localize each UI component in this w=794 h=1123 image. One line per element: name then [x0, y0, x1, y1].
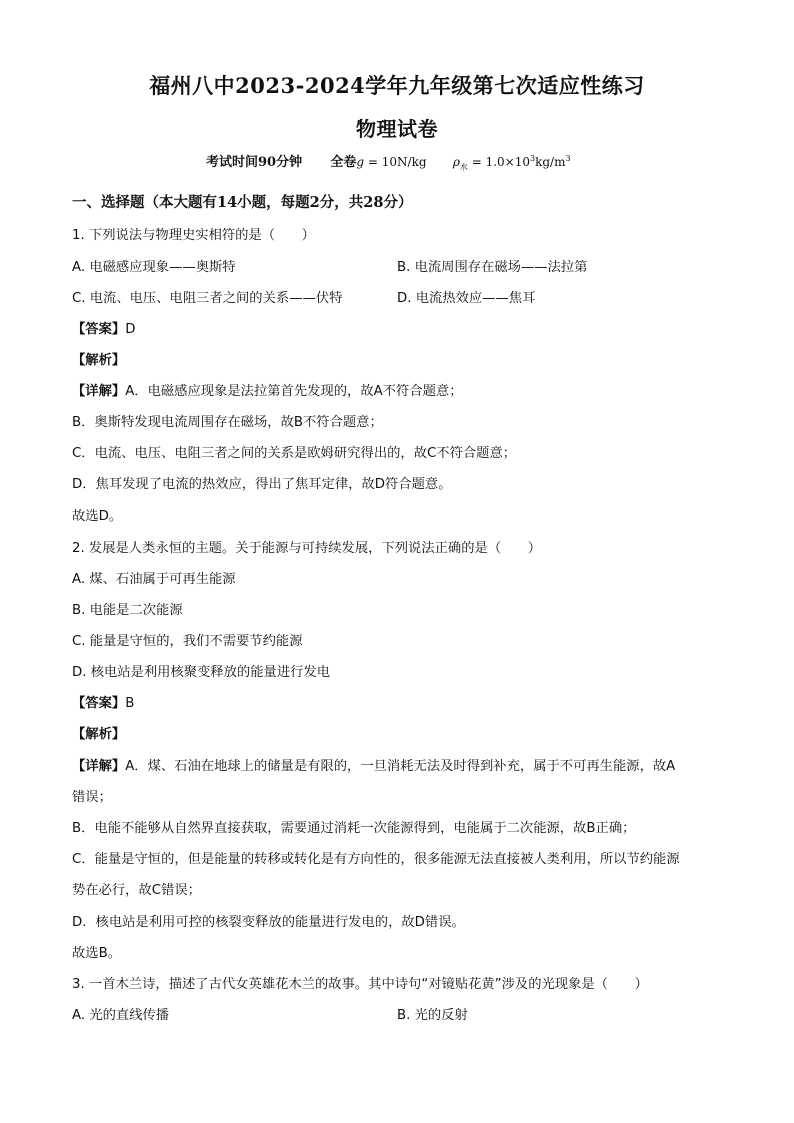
water-density-formula: $\rho_水 = 1.0\times 10^3kg/m^3$: [452, 154, 571, 172]
q1-conclusion: 故选D。: [72, 509, 123, 524]
q1-explain-b: B．奥斯特发现电流周围存在磁场，故B不符合题意；: [72, 415, 383, 430]
q1-explain-a: 【详解】A．电磁感应现象是法拉第首先发现的，故A不符合题意；: [72, 384, 463, 399]
whole-paper-label: 全卷: [330, 155, 357, 170]
q1-stem: 1. 下列说法与物理史实相符的是（ ）: [72, 228, 315, 243]
q2-explain-c: C．能量是守恒的，但是能量的转移或转化是有方向性的，很多能源无法直接被人类利用，所以节约能源: [72, 852, 680, 867]
q2-explain-a-cont: 错误；: [72, 790, 112, 805]
q2-option-c: C. 能量是守恒的，我们不需要节约能源: [72, 634, 303, 649]
exam-title: 福州八中2023-2024学年九年级第七次适应性练习: [149, 73, 645, 98]
q1-option-d: D. 电流热效应——焦耳: [397, 291, 536, 306]
exam-time: 考试时间90分钟: [206, 155, 303, 170]
q3-stem: 3. 一首木兰诗，描述了古代女英雄花木兰的故事。其中诗句“对镜贴花黄”涉及的光现象是（ ）: [72, 977, 648, 992]
q2-stem: 2. 发展是人类永恒的主题。关于能源与可持续发展，下列说法正确的是（ ）: [72, 541, 542, 556]
q1-analysis-tag: 【解析】: [72, 353, 126, 368]
section-heading: 一、选择题（本大题有14小题，每题2分，共28分）: [72, 194, 413, 211]
q3-option-a: A. 光的直线传播: [72, 1008, 170, 1023]
exam-subtitle: 物理试卷: [356, 117, 438, 141]
q2-explain-c-cont: 势在必行，故C错误；: [72, 883, 201, 898]
q1-explain-c: C．电流、电压、电阻三者之间的关系是欧姆研究得出的，故C不符合题意；: [72, 446, 517, 461]
q2-option-b: B. 电能是二次能源: [72, 603, 183, 618]
g-formula: g = 10N/kg: [356, 155, 427, 169]
q1-option-b: B. 电流周围存在磁场——法拉第: [397, 260, 588, 275]
q2-analysis-tag: 【解析】: [72, 727, 126, 742]
q2-conclusion: 故选B。: [72, 946, 122, 961]
q1-option-c: C. 电流、电压、电阻三者之间的关系——伏特: [72, 291, 343, 306]
exam-info-line: [206, 151, 571, 172]
q2-explain-a: 【详解】A．煤、石油在地球上的储量是有限的，一旦消耗无法及时得到补充，属于不可再生能源，故A: [72, 759, 676, 774]
q1-explain-d: D．焦耳发现了电流的热效应，得出了焦耳定律，故D符合题意。: [72, 477, 452, 492]
q3-option-b: B. 光的反射: [397, 1008, 468, 1023]
q2-explain-d: D．核电站是利用可控的核裂变释放的能量进行发电的，故D错误。: [72, 915, 465, 930]
q1-answer: 【答案】D: [72, 322, 136, 337]
q1-option-a: A. 电磁感应现象——奥斯特: [72, 260, 236, 275]
q2-explain-b: B．电能不能够从自然界直接获取，需要通过消耗一次能源得到，电能属于二次能源，故B正确；: [72, 821, 636, 836]
q2-option-d: D. 核电站是利用核聚变释放的能量进行发电: [72, 665, 331, 680]
q2-answer: 【答案】B: [72, 696, 135, 711]
q2-option-a: A. 煤、石油属于可再生能源: [72, 572, 236, 587]
